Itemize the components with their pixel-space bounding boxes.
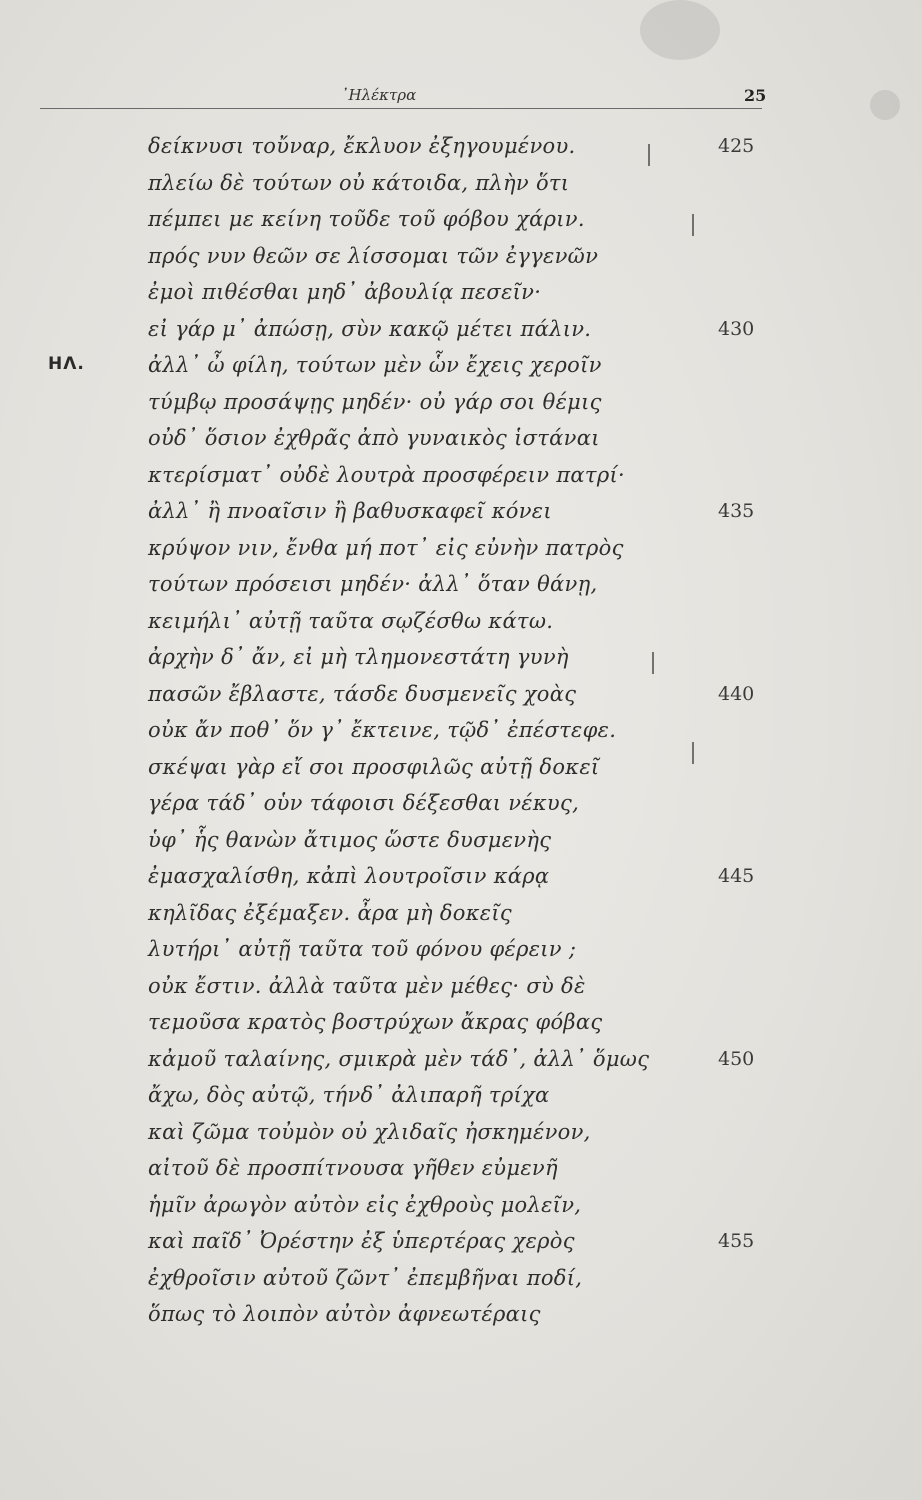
- verse-text: κειμήλι᾽ αὐτῇ ταῦτα σῳζέσθω κάτω.: [148, 608, 554, 633]
- paper-stain: [870, 90, 900, 120]
- verse-text: λυτήρι᾽ αὐτῇ ταῦτα τοῦ φόνου φέρειν ;: [148, 937, 577, 961]
- verse-text: ἀλλ᾽ ὦ φίλη, τούτων μὲν ὧν ἔχεις χεροῖν: [148, 353, 602, 377]
- verse-text: κτερίσματ᾽ οὐδὲ λουτρὰ προσφέρειν πατρί·: [148, 462, 625, 487]
- verse-text: κἀμοῦ ταλαίνης, σμικρὰ μὲν τάδ᾽, ἀλλ᾽ ὅμως: [148, 1046, 650, 1071]
- verse-line: [148, 822, 768, 859]
- verse-line: [148, 165, 768, 202]
- line-number: 445: [718, 865, 755, 887]
- verse-line: [148, 1150, 768, 1187]
- verse-text: ὑφ᾽ ἧς θανὼν ἄτιμος ὥστε δυσμενὴς: [148, 827, 552, 852]
- verse-line: [148, 1114, 768, 1151]
- verse-text: ὅπως τὸ λοιπὸν αὐτὸν ἀφνεωτέραις: [148, 1302, 541, 1326]
- verse-text: ἀρχὴν δ᾽ ἄν, εἰ μὴ τλημονεστάτη γυνὴ: [148, 645, 569, 669]
- verse-line: [148, 238, 768, 275]
- pencil-divider-mark: [692, 214, 694, 236]
- verse-text: ἄχω, δὸς αὐτῷ, τήνδ᾽ ἀλιπαρῆ τρίχα: [148, 1083, 550, 1107]
- verse-text: πέμπει με κείνη τοῦδε τοῦ φόβου χάριν.: [148, 207, 585, 231]
- verse-text: κηλῖδας ἐξέμαξεν. ἆρα μὴ δοκεῖς: [148, 900, 512, 925]
- verse-line: [148, 676, 768, 713]
- verse-line: [148, 420, 768, 457]
- header-rule: [40, 108, 762, 109]
- verse-text: ἐχθροῖσιν αὐτοῦ ζῶντ᾽ ἐπεμβῆναι ποδί,: [148, 1265, 583, 1290]
- line-number: 425: [718, 135, 755, 157]
- line-number: 435: [718, 500, 755, 522]
- verse-text: καὶ παῖδ᾽ Ὀρέστην ἐξ ὑπερτέρας χερὸς: [148, 1229, 575, 1253]
- verse-line: [148, 566, 768, 603]
- verse-line: [148, 968, 768, 1005]
- verse-text: οὐκ ἄν ποθ᾽ ὅν γ᾽ ἔκτεινε, τῷδ᾽ ἐπέστεφε.: [148, 718, 617, 742]
- verse-line: [148, 384, 768, 421]
- verse-line: [148, 712, 768, 749]
- verse-line: [148, 128, 768, 165]
- verse-text: πασῶν ἔβλαστε, τάσδε δυσμενεῖς χοὰς: [148, 681, 577, 706]
- verse-text: πλείω δὲ τούτων οὐ κάτοιδα, πλὴν ὅτι: [148, 170, 570, 195]
- verse-text: ἀλλ᾽ ἢ πνοαῖσιν ἢ βαθυσκαφεῖ κόνει: [148, 499, 552, 523]
- line-number: 430: [718, 317, 755, 340]
- verse-line: [148, 201, 768, 238]
- verse-block: [148, 128, 768, 1333]
- verse-text: οὐδ᾽ ὅσιον ἐχθρᾶς ἀπὸ γυναικὸς ἱστάναι: [148, 426, 600, 450]
- verse-line: [148, 1187, 768, 1224]
- line-number: 440: [718, 682, 755, 705]
- verse-line: [148, 603, 768, 640]
- verse-line: [148, 347, 768, 384]
- verse-text: αἰτοῦ δὲ προσπίτνουσα γῆθεν εὐμενῆ: [148, 1156, 558, 1180]
- verse-text: πρός νυν θεῶν σε λίσσομαι τῶν ἐγγενῶν: [148, 243, 599, 268]
- verse-line: [148, 457, 768, 494]
- verse-line: [148, 749, 768, 786]
- verse-text: τεμοῦσα κρατὸς βοστρύχων ἄκρας φόβας: [148, 1010, 603, 1034]
- running-title: ᾽Ηλέκτρα: [341, 86, 417, 104]
- verse-text: δείκνυσι τοὔναρ, ἔκλυον ἐξηγουμένου.: [148, 134, 576, 158]
- verse-text: σκέψαι γὰρ εἴ σοι προσφιλῶς αὐτῇ δοκεῖ: [148, 754, 600, 779]
- verse-text: ἐμοὶ πιθέσθαι μηδ᾽ ἀβουλίᾳ πεσεῖν·: [148, 280, 542, 304]
- verse-line: [148, 530, 768, 567]
- verse-line: [148, 858, 768, 895]
- pencil-divider-mark: [692, 742, 694, 764]
- line-number: 450: [718, 1047, 755, 1070]
- verse-line: [148, 895, 768, 932]
- pencil-divider-mark: [648, 144, 650, 166]
- verse-line: [148, 785, 768, 822]
- verse-line: [148, 1260, 768, 1297]
- verse-text: οὐκ ἔστιν. ἀλλὰ ταῦτα μὲν μέθες· σὺ δὲ: [148, 973, 586, 998]
- verse-text: τύμβῳ προσάψῃς μηδέν· οὐ γάρ σοι θέμις: [148, 389, 602, 414]
- verse-line: [148, 1077, 768, 1114]
- verse-line: [148, 311, 768, 348]
- verse-text: γέρα τάδ᾽ οὑν τάφοισι δέξεσθαι νέκυς,: [148, 791, 580, 815]
- pencil-divider-mark: [652, 652, 654, 674]
- speaker-label: ΗΛ.: [48, 354, 85, 374]
- verse-line: [148, 1296, 768, 1333]
- verse-text: εἰ γάρ μ᾽ ἀπώσῃ, σὺν κακῷ μέτει πάλιν.: [148, 316, 592, 341]
- verse-line: [148, 1004, 768, 1041]
- verse-text: κρύψον νιν, ἔνθα μή ποτ᾽ εἰς εὐνὴν πατρὸς: [148, 535, 624, 560]
- verse-text: καὶ ζῶμα τοὐμὸν οὐ χλιδαῖς ἠσκημένον,: [148, 1119, 591, 1144]
- verse-line: [148, 274, 768, 311]
- verse-line: [148, 639, 768, 676]
- verse-line: [148, 493, 768, 530]
- verse-line: [148, 931, 768, 968]
- verse-text: ἡμῖν ἀρωγὸν αὐτὸν εἰς ἐχθροὺς μολεῖν,: [148, 1192, 582, 1217]
- verse-line: [148, 1041, 768, 1078]
- page-number: 25: [744, 86, 767, 105]
- verse-text: ἐμασχαλίσθη, κἀπὶ λουτροῖσιν κάρᾳ: [148, 864, 550, 888]
- verse-line: [148, 1223, 768, 1260]
- paper-stain: [640, 0, 720, 60]
- line-number: 455: [718, 1230, 755, 1252]
- verse-text: τούτων πρόσεισι μηδέν· ἀλλ᾽ ὅταν θάνῃ,: [148, 572, 598, 596]
